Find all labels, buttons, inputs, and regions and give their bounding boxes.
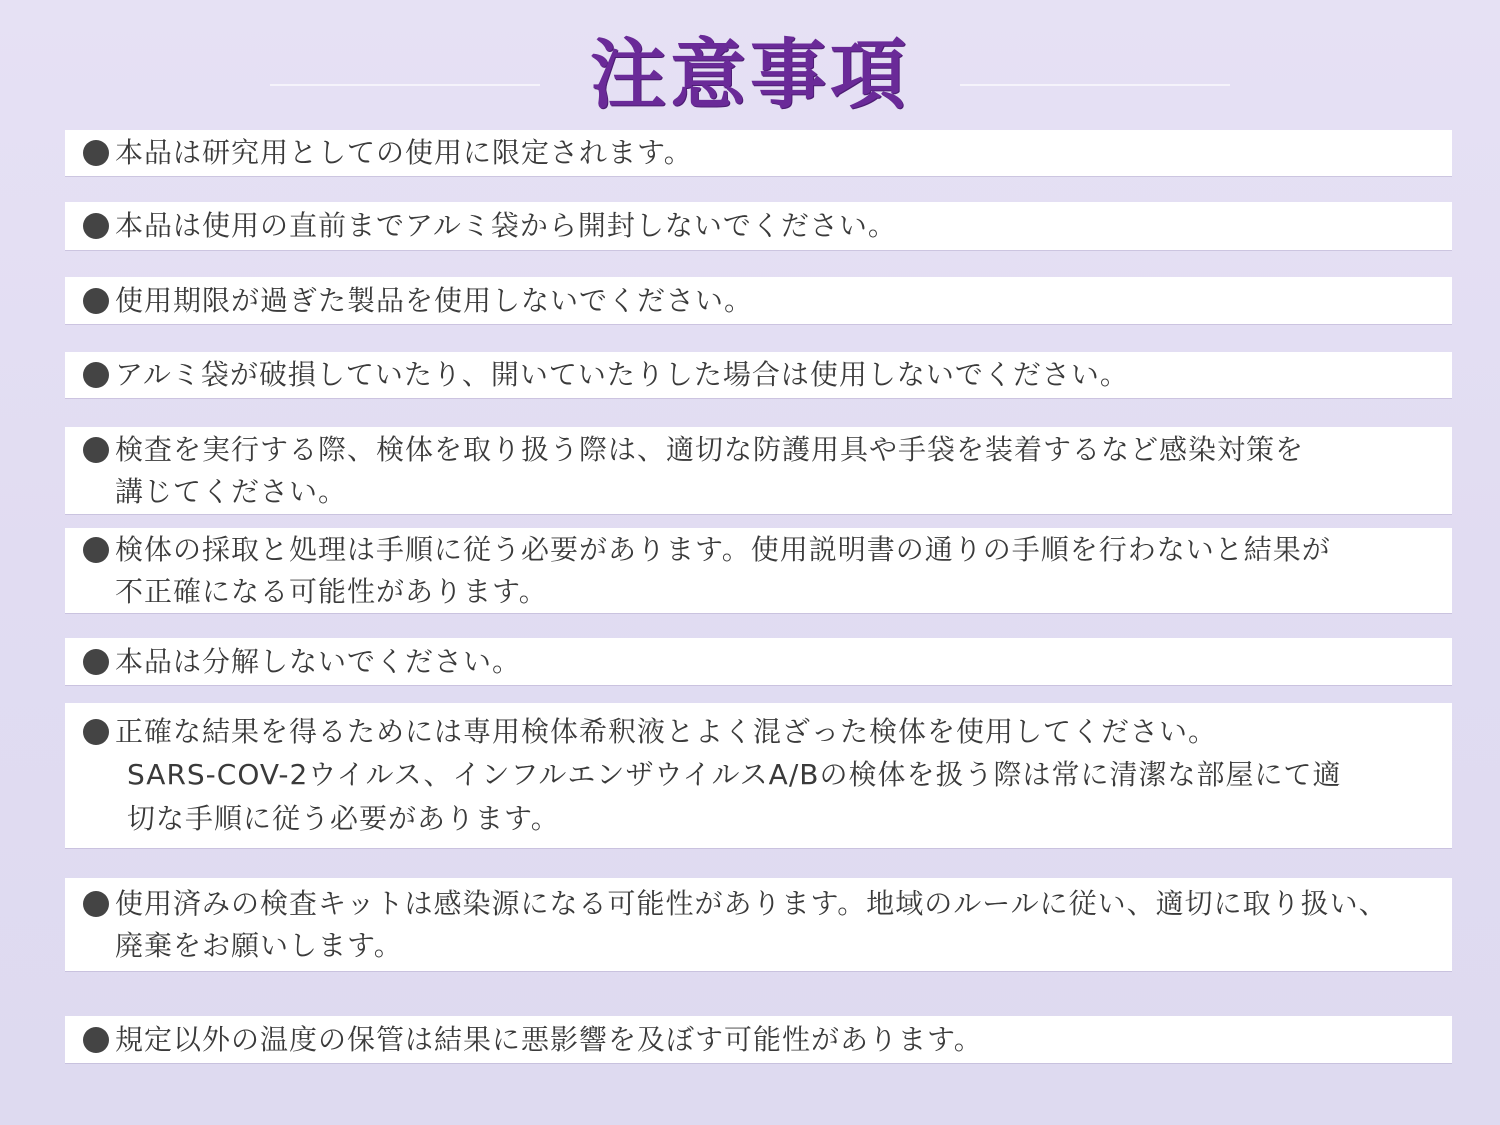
bullet-icon — [83, 649, 109, 675]
notice-item-3 — [65, 277, 1452, 324]
notice-text: 使用期限が過ぎた製品を使用しないでください。 — [115, 283, 754, 317]
notice-row — [83, 280, 1432, 322]
notice-item-7 — [65, 638, 1452, 685]
notice-text: 検体の採取と処理は手順に従う必要があります。使用説明書の通りの手順を行わないと結果が 不正確になる可能性があります。 — [115, 532, 1331, 608]
bullet-icon — [83, 1027, 109, 1053]
notice-row — [83, 354, 1432, 396]
notice-row — [83, 883, 1432, 967]
notice-item-9 — [65, 878, 1452, 971]
notice-item-10 — [65, 1016, 1452, 1063]
bullet-icon — [83, 437, 109, 463]
bullet-icon — [83, 537, 109, 563]
bullet-icon — [83, 719, 109, 745]
bullet-icon — [83, 891, 109, 917]
notice-item-2 — [65, 202, 1452, 250]
notice-item-8 — [65, 703, 1452, 848]
notice-row — [83, 529, 1432, 613]
bullet-icon — [83, 140, 109, 166]
notice-item-6 — [65, 528, 1452, 613]
notice-row — [83, 1019, 1432, 1061]
notice-text: 本品は使用の直前までアルミ袋から開封しないでください。 — [115, 209, 897, 242]
notice-item-1 — [65, 130, 1452, 176]
bullet-icon — [83, 362, 109, 388]
notice-item-5 — [65, 427, 1452, 514]
bullet-icon — [83, 213, 109, 239]
notice-text: 本品は研究用としての使用に限定されます。 — [115, 136, 693, 169]
notice-row — [83, 205, 1432, 247]
notice-text: 使用済みの検査キットは感染源になる可能性があります。地域のルールに従い、適切に取り扱い、 廃棄をお願いします。 — [115, 886, 1388, 962]
notice-subtext: SARS-COV-2ウイルス、インフルエンザウイルスA/Bの検体を扱う際は常に清潔な部屋にて適 切な手順に従う必要があります。 — [127, 757, 1342, 835]
page-title: 注意事項 — [590, 30, 910, 119]
notice-item-4 — [65, 352, 1452, 398]
notice-text: 本品は分解しないでください。 — [115, 644, 522, 678]
notice-text: 正確な結果を得るためには専用検体希釈液とよく混ざった検体を使用してください。 — [115, 714, 1218, 748]
notice-row — [83, 711, 1432, 753]
notice-text: 検査を実行する際、検体を取り扱う際は、適切な防護用具や手袋を装着するなど感染対策を 講じてください。 — [115, 432, 1305, 508]
notice-text: アルミ袋が破損していたり、開いていたりした場合は使用しないでください。 — [115, 358, 1129, 391]
bullet-icon — [83, 288, 109, 314]
notice-row — [83, 641, 1432, 683]
notice-text: 規定以外の温度の保管は結果に悪影響を及ぼす可能性があります。 — [115, 1022, 983, 1056]
notice-row — [83, 132, 1432, 174]
notice-row — [83, 429, 1432, 513]
